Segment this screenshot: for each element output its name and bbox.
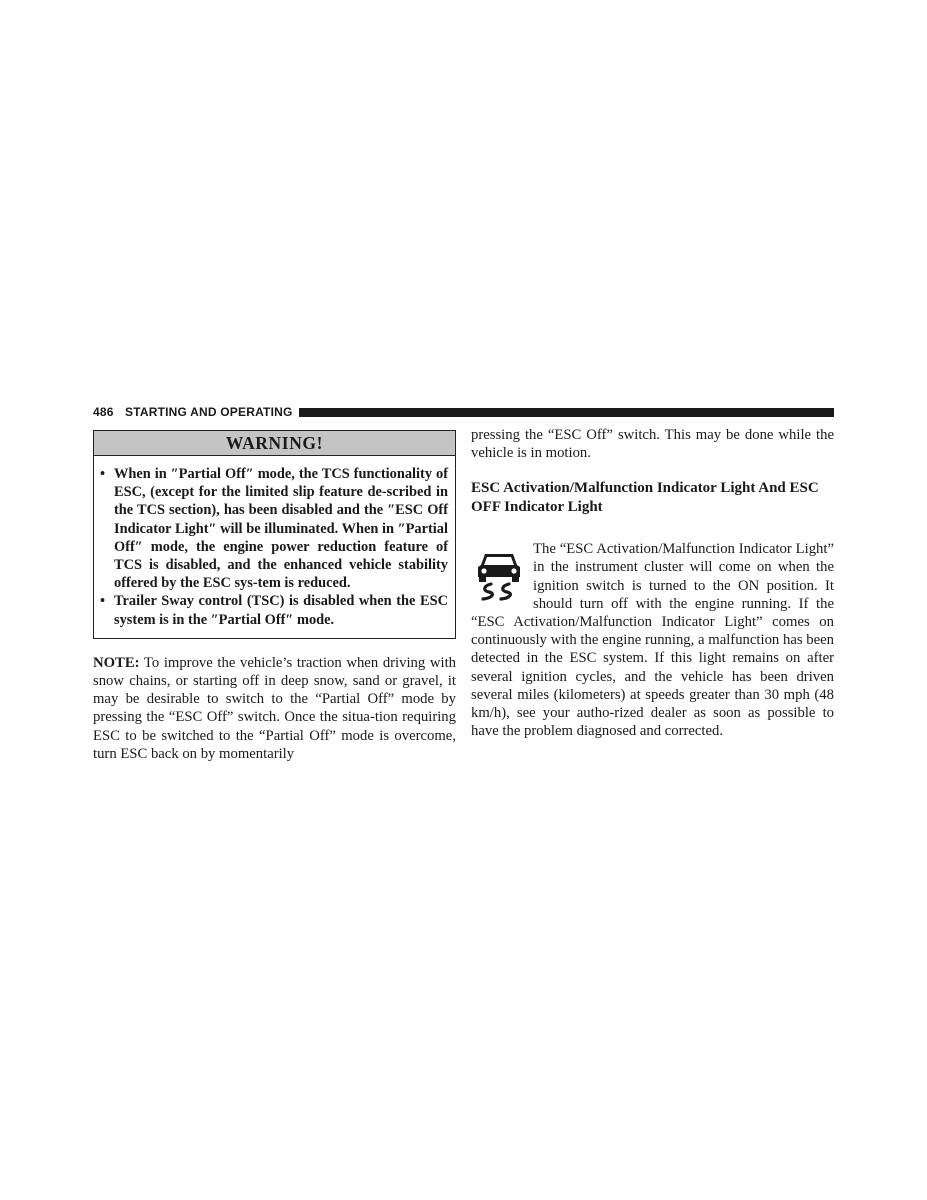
indicator-description — [471, 540, 834, 740]
bullet-icon: • — [100, 466, 106, 482]
continuation-paragraph: pressing the “ESC Off” switch. This may be done while the vehicle is in motion. — [471, 427, 834, 462]
header-rule — [299, 408, 834, 417]
warning-title: WARNING! — [94, 431, 455, 456]
bullet-icon: • — [100, 593, 106, 610]
warning-box — [93, 430, 456, 639]
page-header — [93, 404, 834, 422]
note-text: To improve the vehicle’s traction when driving with snow chains, or starting off in deep snow, sand or gravel, it may be desirable to switch to the “Partial Off” mode by pressing the “ESC Off” switch. Once the situa-tion requiring ESC to be switched to the “Partial Off” mode is overcome, turn ESC back on by momentarily — [93, 654, 456, 762]
esc-skid-car-icon — [471, 546, 527, 602]
warning-bullet — [100, 465, 448, 592]
section-title: STARTING AND OPERATING — [125, 405, 293, 419]
right-column — [471, 426, 834, 740]
note-label: NOTE: — [93, 654, 140, 671]
warning-bullet — [100, 592, 448, 628]
left-column — [93, 430, 456, 763]
warning-bullet-text: When in ″Partial Off″ mode, the TCS functionality of ESC, (except for the limited slip feature de-scribed in the TCS section), has been disabled and the ″ESC Off Indicator Light″ will be illuminated. When in ″Partial Off″ mode, the engine power reduction feature of TCS is disabled, and the enhanced vehicle stability offered by the ESC sys-tem is reduced. — [114, 466, 448, 592]
warning-body — [94, 456, 455, 638]
note-paragraph — [93, 654, 456, 763]
section-subheading: ESC Activation/Malfunction Indicator Light And ESC OFF Indicator Light — [471, 480, 819, 515]
warning-bullet-text: Trailer Sway control (TSC) is disabled when the ESC system is in the ″Partial Off″ mode. — [114, 593, 448, 628]
page-number: 486 — [93, 405, 114, 419]
indicator-body: The “ESC Activation/Malfunction Indicator Light” in the instrument cluster will come on when the ignition switch is turned to the ON position. It should turn off with the engine running. If the “ESC Activation/Malfunction Indicator Light” comes on continuously with the engine running, a malfunction has been detected in the ESC system. If this light remains on after several ignition cycles, and the vehicle has been driven several miles (kilometers) at speeds greater than 30 mph (48 km/h), see your autho-rized dealer as soon as possible to have the problem diagnosed and corrected. — [471, 541, 834, 740]
